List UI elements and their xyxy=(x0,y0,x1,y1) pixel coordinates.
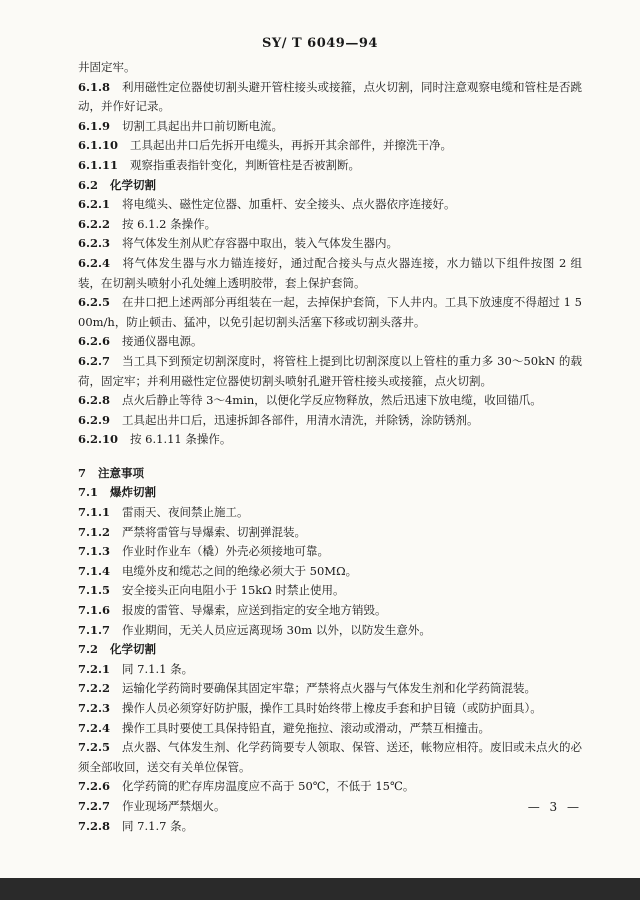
clause-paragraph xyxy=(78,542,582,562)
clause-paragraph xyxy=(78,136,582,156)
clause-paragraph xyxy=(78,777,582,797)
section-heading xyxy=(78,176,582,196)
clause-text: 工具起出井口后，迅速拆卸各部件，用清水清洗，并除锈，涂防锈剂。 xyxy=(122,412,479,427)
page-number: — 3 — xyxy=(527,800,582,814)
clause-number: 7.2.3 xyxy=(78,701,111,715)
clause-number: 6.2.7 xyxy=(78,353,111,368)
clause-text: 接通仪器电源。 xyxy=(122,334,203,349)
document-body xyxy=(78,58,582,836)
section-heading xyxy=(78,483,582,503)
clause-paragraph xyxy=(78,78,582,117)
clause-paragraph xyxy=(78,411,582,431)
clause-number: 7.2.6 xyxy=(78,779,111,794)
clause-text: 电缆外皮和缆芯之间的绝缘必须大于 50MΩ。 xyxy=(122,563,358,578)
clause-text: 同 7.1.7 条。 xyxy=(122,818,194,833)
clause-paragraph xyxy=(78,679,582,699)
clause-text: 运输化学药筒时要确保其固定牢靠；严禁将点火器与气体发生剂和化学药筒混装。 xyxy=(122,681,537,696)
clause-text: 点火器、气体发生剂、化学药筒要专人领取、保管、送还，帐物应相符。废旧或未点火的必须全部收回，送交有关单位保管。 xyxy=(78,740,583,774)
clause-paragraph xyxy=(78,797,582,817)
clause-number: 7.2.5 xyxy=(78,740,111,755)
clause-paragraph xyxy=(78,699,582,719)
clause-text: 严禁将雷管与导爆索、切割弹混装。 xyxy=(122,524,307,539)
clause-text: 爆炸切割 xyxy=(110,485,157,500)
clause-text: 安全接头正向电阻小于 15kΩ 时禁止使用。 xyxy=(122,583,345,598)
clause-text: 利用磁性定位器使切割头避开管柱接头或接箍，点火切割，同时注意观察电缆和管柱是否跳动，并作好记录。 xyxy=(78,79,583,114)
clause-text: 报废的雷管、导爆索，应送到指定的安全地方销毁。 xyxy=(122,603,387,618)
clause-number: 7.1.5 xyxy=(78,583,111,598)
clause-paragraph xyxy=(78,719,582,739)
clause-paragraph xyxy=(78,601,582,621)
clause-number: 6.2.6 xyxy=(78,334,111,349)
clause-number: 7.2 xyxy=(78,642,99,657)
clause-paragraph xyxy=(78,234,582,254)
clause-paragraph xyxy=(78,660,582,680)
clause-number: 6.1.8 xyxy=(78,79,111,94)
clause-number: 6.2.10 xyxy=(78,432,119,447)
clause-number: 7.1 xyxy=(78,485,99,500)
clause-paragraph xyxy=(78,215,582,235)
clause-paragraph xyxy=(78,523,582,543)
document-header: SY/ T 6049—94 xyxy=(262,36,378,51)
clause-number: 7.2.4 xyxy=(78,720,111,735)
section-gap xyxy=(78,450,582,464)
clause-text: 按 6.1.2 条操作。 xyxy=(122,216,217,231)
clause-text: 操作工具时要使工具保持铅直，避免拖拉、滚动或滑动，严禁互相撞击。 xyxy=(122,720,491,735)
clause-text: 操作人员必须穿好防护服，操作工具时始终带上橡皮手套和护目镜（或防护面具）。 xyxy=(122,701,542,715)
clause-number: 7 xyxy=(78,465,87,480)
clause-paragraph xyxy=(78,817,582,837)
clause-text: 将气体发生剂从贮存容器中取出，装入气体发生器内。 xyxy=(122,236,399,251)
clause-number: 7.2.1 xyxy=(78,661,111,676)
section-heading xyxy=(78,464,582,484)
clause-text: 观察指重表指针变化，判断管柱是否被割断。 xyxy=(130,157,361,172)
clause-number: 6.2.8 xyxy=(78,393,111,408)
clause-text: 点火后静止等待 3～4min，以便化学反应物释放，然后迅速下放电缆，收回锚爪。 xyxy=(122,393,542,408)
clause-number: 6.1.11 xyxy=(78,157,119,172)
clause-paragraph xyxy=(78,195,582,215)
clause-text: 作业时作业车（橇）外壳必须接地可靠。 xyxy=(122,544,330,559)
clause-number: 6.1.9 xyxy=(78,118,111,133)
clause-text: 作业期间，无关人员应远离现场 30m 以外，以防发生意外。 xyxy=(122,622,431,637)
clause-text: 切割工具起出井口前切断电流。 xyxy=(122,118,284,133)
clause-number: 6.2.5 xyxy=(78,295,111,310)
clause-paragraph xyxy=(78,254,582,293)
clause-number: 7.2.7 xyxy=(78,798,111,813)
clause-text: 化学切割 xyxy=(110,177,157,192)
clause-number: 6.2.4 xyxy=(78,255,111,270)
clause-text: 注意事项 xyxy=(98,465,145,480)
clause-paragraph xyxy=(78,332,582,352)
clause-paragraph xyxy=(78,621,582,641)
clause-number: 7.1.7 xyxy=(78,622,111,637)
clause-number: 7.2.8 xyxy=(78,818,111,833)
clause-number: 6.1.10 xyxy=(78,138,119,153)
clause-text: 井固定牢。 xyxy=(78,60,136,74)
clause-text: 在井口把上述两部分再组装在一起，去掉保护套筒，下人井内。工具下放速度不得超过 1 500m/h，防止顿击、猛冲，以免引起切割头活塞下移或切割头落井。 xyxy=(78,295,582,329)
scan-edge xyxy=(0,878,640,900)
clause-paragraph xyxy=(78,58,582,78)
clause-number: 6.2.9 xyxy=(78,412,111,427)
clause-text: 化学切割 xyxy=(110,642,157,657)
clause-number: 6.2.3 xyxy=(78,236,111,251)
clause-text: 雷雨天、夜间禁止施工。 xyxy=(122,505,249,520)
clause-text: 按 6.1.11 条操作。 xyxy=(130,432,232,447)
clause-paragraph xyxy=(78,156,582,176)
clause-text: 当工具下到预定切割深度时，将管柱上提到比切割深度以上管柱的重力多 30～50kN 的载荷，固定牢；并利用磁性定位器使切割头喷射孔避开管柱接头或接箍，点火切割。 xyxy=(78,353,582,388)
clause-paragraph xyxy=(78,430,582,450)
clause-paragraph xyxy=(78,503,582,523)
clause-number: 7.1.6 xyxy=(78,603,111,618)
clause-text: 同 7.1.1 条。 xyxy=(122,661,194,676)
clause-text: 工具起出井口后先拆开电缆头，再拆开其余部件，并擦洗干净。 xyxy=(130,138,453,153)
clause-number: 6.2 xyxy=(78,177,99,192)
clause-paragraph xyxy=(78,352,582,391)
clause-text: 作业现场严禁烟火。 xyxy=(122,798,226,813)
clause-paragraph xyxy=(78,293,582,332)
clause-number: 6.2.2 xyxy=(78,216,111,231)
clause-number: 7.2.2 xyxy=(78,681,111,696)
clause-number: 7.1.1 xyxy=(78,505,111,520)
clause-text: 将电缆头、磁性定位器、加重杆、安全接头、点火器依序连接好。 xyxy=(122,197,456,212)
clause-paragraph xyxy=(78,581,582,601)
clause-paragraph xyxy=(78,738,582,777)
clause-number: 7.1.4 xyxy=(78,563,111,578)
section-heading xyxy=(78,640,582,660)
clause-text: 化学药筒的贮存库房温度应不高于 50℃，不低于 15℃。 xyxy=(122,779,415,794)
clause-text: 将气体发生器与水力锚连接好，通过配合接头与点火器连接，水力锚以下组件按图 2 组装，在切割头喷射小孔处缠上透明胶带，套上保护套筒。 xyxy=(78,255,582,290)
clause-number: 6.2.1 xyxy=(78,197,111,212)
clause-paragraph xyxy=(78,391,582,411)
clause-number: 7.1.2 xyxy=(78,524,111,539)
clause-paragraph xyxy=(78,562,582,582)
clause-number: 7.1.3 xyxy=(78,544,111,559)
clause-paragraph xyxy=(78,117,582,137)
